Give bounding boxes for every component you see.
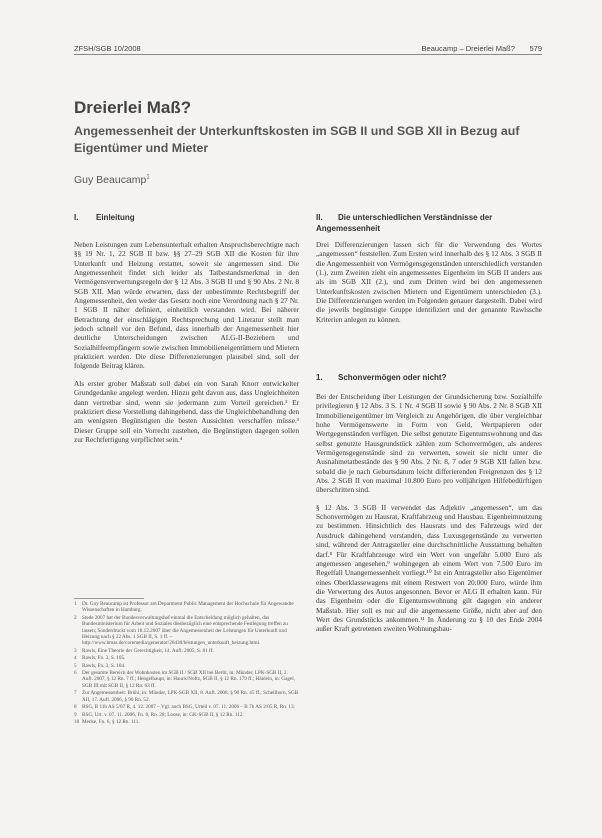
paragraph: § 12 Abs. 3 SGB II verwendet das Adjektiv „angemessen“, um das Schonvermögen zu Hausrat, Kraftfahrzeug und Hausbau. Eigenheimnutzung zu bestimmen. Hinsichtlich des Hausrats und des Fahrzeugs wird der Ausdruck dahingehend verstanden, dass Luxusgegenstände zu verwerten sind, während der Antragsteller eine durchschnittliche Ausstattung behalten darf.⁸ Für Kraftfahrzeuge wird ein Wert von ungefähr 5.000 Euro als angemessen angesehen,⁹ wohingegen ab einem Wert von 7.500 Euro im Regelfall Unangemessenheit vorliegt.¹⁰ Ist ein Antragsteller also Eigentümer eines Oberklassewagens mit einem Restwert von 20.000 Euro, würde ihm die Verwertung des Autos angesonnen. Bevor er ALG II erhalten kann. Für das Eigenheim oder die Eigentumswohnung gilt dagegen ein anderer Maßstab. Hier soll es nur auf die angemessene Größe, nicht aber auf den Wert des Grundstücks ankommen.¹¹ In Änderung zu § 10 des Ende 2004 außer Kraft getretenen zweiten Wohnungsbau- xyxy=(316,502,542,634)
section-title: Einleitung xyxy=(96,213,135,222)
footnote: 3 Rawls, Eine Theorie der Gerechtigkeit, 14. Aufl. 2005, S. 81 ff. xyxy=(74,647,214,654)
footnote: 1 Dr. Guy Beaucamp ist Professor am Department Public Management der Hochschule für Angewandte Wissenschaften in Hamburg. xyxy=(74,601,294,614)
page-number: 579 xyxy=(529,44,542,53)
footnote: 8 BSG, B 11b AS 5/07 R, 4. 12. 2007 – Vgl. auch BSG, Urteil v. 07. 11. 2006 – B 7b AS 2/05 R, Rn. 13. xyxy=(74,704,295,711)
section-number: I. xyxy=(74,213,79,222)
subsection-number: 1. xyxy=(316,373,323,382)
footnotes xyxy=(74,601,299,726)
paragraph: Neben Leistungen zum Lebensunterhalt erhalten Anspruchsberechtigte nach §§ 19 Nr. 1, 22 SGB II bzw. §§ 27–29 SGB XII die Kosten für ihre Unterkunft und Heizung erstattet, soweit sie angemessen sind. Die Angemessenheit findet sich leider als Tatbestandsmerkmal in den Vermögensverwertungsregeln der § 12 Abs. 3 SGB II und § 90 Abs. 2 Nr. 8 SGB XII. Man würde erwarten, dass der unbestimmte Rechtsbegriff der Angemessenheit, den weder das Gesetz noch eine Verordnung nach § 27 Nr. 1 SGB II näher definiert, einheitlich verstanden wird. Bei näherer Betrachtung der einschlägigen Rechtsprechung und Literatur stellt man jedoch schnell vor den Befund, dass innerhalb der Angemessenheit hier deutliche Unterscheidungen zwischen ALG-II-Beziehern und Sozialhilfeempfängern sowie zwischen Immobilieneigentümern und Mietern praktiziert werden. Die diese Differenzierungen plausibel sind, soll der folgende Beitrag klären. xyxy=(74,240,299,371)
footnote: 7 Zur Angemessenheit: Brühl, in: Münder, LPK-SGB XII, 8. Aufl. 2008, § 90 Rn. 45 ff.; Schellhorn, SGB XII, 17. Aufl. 2006, § 90 Rn. 52. xyxy=(74,690,299,703)
author-footnote-mark: 1 xyxy=(146,174,150,181)
running-header xyxy=(402,44,542,53)
journal-header: ZFSH/SGB 10/2008 xyxy=(74,44,141,53)
running-title: Beaucamp – Dreierlei Maß? xyxy=(421,44,515,53)
paragraph: Bei der Entscheidung über Leistungen der Grundsicherung bzw. Sozialhilfe privilegieren § 12 Abs. 3 S. 1 Nr. 4 SGB II sowie § 90 Abs. 2 Nr. 8 SGB XII Immobilieneigentümer im Vergleich zu Angehörigen, die über vergleichbar hohe Vermögenswerte in Form von Geld, Wertpapieren oder Wertgegenständen verfügen. Die selbst genutzte Eigentumswohnung und das selbst genutzte Hausgrundstück zählen zum Schonvermögen, als anderes Vermögensgegenstände sind zu verwerten, soweit sie nicht unter die Ausnahmetatbestände des § 90 Abs. 2 Nr. 8, 7 oder 9 SGB XII fallen bzw. sobald die je nach Geburtsdatum leicht differierenden Freigrenzen des § 12 Abs. 2 SGB II von maximal 10.800 Euro pro volljährigen Hilfebedürftigen überschritten sind. xyxy=(316,392,542,495)
section-title: Die unterschiedlichen Verständnisse der Angemessenheit xyxy=(316,213,493,233)
section-heading-1 xyxy=(74,212,299,223)
footnote: 6 Der gesamte Bereich der Wohnkosten im SGB II / SGB XII bei Berlit, in: Münder, LPK-SGB II, 2. Aufl. 2007, § 12 Rn. 7 ff.; Hengelhaupt, in: Hauck/Noftz, SGB II, § 12 Rn. 179 ff.; Hänlein, in: Gagel, SGB III mit SGB II, § 12 Rn. 63 ff. xyxy=(74,670,296,689)
paragraph: Drei Differenzierungen lassen sich für die Verwendung des Wortes „angemessen“ feststellen. Zum Ersten wird innerhalb des § 12 Abs. 3 SGB II die Angemessenheit von Vermögensgegenständen unterschiedlich verstanden (1.), zum Zweiten zieht ein angemessenes Eigenheim im SGB II anders aus als im SGB XII (2.), und zum Dritten wird bei den angemessenen Unterkunftskosten zwischen Mietern und Eigentümern unterschieden (3.). Die Differenzierungen werden im Folgenden genauer dargestellt. Dabei wird die jeweils begünstigte Gruppe identifiziert und der genannte Rawlssche Kriterien anlegen zu können. xyxy=(316,240,542,324)
subsection-title: Schonvermögen oder nicht? xyxy=(338,373,447,382)
footnote-rule xyxy=(74,598,144,599)
article-author xyxy=(74,174,150,186)
paragraph: Als erster grober Maßstab soll dabei ein von Sarah Knorr entwickelter Grundgedanke angelegt werden. Hinzu geht davon aus, dass Ungleichheiten dann vertretbar sind, wenn sie jedermann zum Vorteil gereichen.² Er praktiziert diese Vorstellung dahingehend, dass die Ungleichbehandlung den am wenigsten Begünstigten die besten Aussichten verschaffen müsse.³ Dieser Gruppe soll ein Vorrecht zustehen, die Begünstigten dagegen sollen zur Rechtfertigung verpflichtet sein.⁴ xyxy=(74,378,299,444)
section-number: II. xyxy=(316,213,323,222)
footnote: 2 Stede 2007 hat der Bundesverwaltungshof einmal die Entscheidung möglich gehalten, das Bundesministerium für Arbeit und Soziales diesbezüglich eine entsprechende Festlegung treffen zu lassen; Sonderdruckt vom 18.12.2007 über die Angemessenheit der Leistungen für Unterkunft und Heizung nach § 22 Abs. 1 SGB II, S. 1 ff. – http://www.bmas.de/coremedia/generator/26430/leistungen_unterkunft_heizung.html. xyxy=(74,614,288,647)
article-title: Dreierlei Maß? xyxy=(74,98,192,117)
section-heading-2 xyxy=(316,212,542,234)
footnote: 10 Mecke, Fn. 6, § 12 Rn. 111. xyxy=(74,718,140,725)
left-column-text xyxy=(74,240,299,452)
author-name: Guy Beaucamp xyxy=(74,174,147,186)
footnote: 4 Rawls, Fn. 3, S. 105. xyxy=(74,655,126,662)
header-rule xyxy=(74,54,542,55)
footnote: 9 BSG, Urt. v. 07. 11. 2006, Fn. 8, Rn. 28; Loose, in: GK-SGB II, § 12 Rn. 112. xyxy=(74,711,244,718)
article-subtitle: Angemessenheit der Unterkunftskosten im SGB II und SGB XII in Bezug auf Eigentümer und Mieter xyxy=(74,124,520,155)
footnote: 5 Rawls, Fn. 3, S. 104. xyxy=(74,662,126,669)
right-column-text xyxy=(316,392,542,642)
right-column-intro xyxy=(316,240,542,332)
subsection-heading xyxy=(316,372,542,383)
